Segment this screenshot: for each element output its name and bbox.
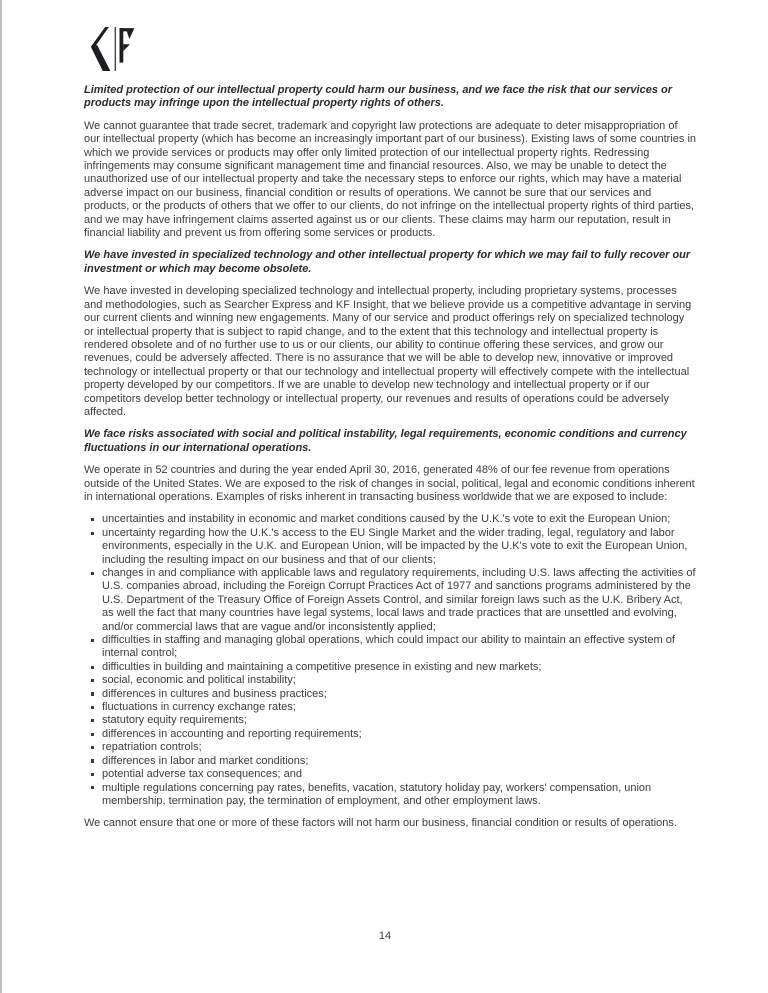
list-item-accounting-requirements: differences in accounting and reporting requirements; (84, 728, 696, 741)
list-item-competitive-presence: difficulties in building and maintaining a competitive presence in existing and new markets; (84, 661, 696, 674)
list-item-adverse-tax: potential adverse tax consequences; and (84, 768, 696, 781)
paragraph-specialized-technology: We have invested in developing specialized technology and intellectual property, including proprietary systems, processes and methodologies, such as Searcher Express and KF Insight, that we believe provide us a competitive advantage in serving our current clients and winning new engagements. Many of our service and product offerings rely on specialized technology or intellectual property that is subject to rapid change, and to the extent that this technology and intellectual property is rendered obsolete and of no further use to us or our clients, our ability to continue offering these services, and grow our revenues, could be adversely affected. There is no assurance that we will be able to develop new, innovative or improved technology or intellectual property or that our technology and intellectual property will effectively compete with the intellectual property developed by our competitors. If we are unable to develop new technology and intellectual property or if our competitors develop better technology or intellectual property, our revenues and results of operations could be adversely affected. (84, 285, 692, 418)
list-item-repatriation-controls: repatriation controls; (84, 741, 696, 754)
list-item-laws-compliance: changes in and compliance with applicable laws and regulatory requirements, including U.S. laws affecting the activities of U.S. companies abroad, including the Foreign Corrupt Practices Act of 1977 and sanctions programs administered by the U.S. Department of the Treasury Office of Foreign Assets Control, and similar foreign laws such as the U.K. Bribery Act, as well the fact that many countries have legal systems, local laws and trade practices that are unsettled and evolving, and/or commercial laws that are vague and/or inconsistently applied; (84, 567, 696, 634)
list-item-staffing-global-operations: difficulties in staffing and managing global operations, which could impact our ability to maintain an effective system of internal control; (84, 634, 696, 661)
paragraph-closing: We cannot ensure that one or more of these factors will not harm our business, financial condition or results of operations. (84, 817, 677, 830)
list-item-culture-differences: differences in cultures and business practices; (84, 688, 696, 701)
risk-factors-list (84, 513, 696, 808)
list-item-statutory-equity: statutory equity requirements; (84, 714, 696, 727)
korn-ferry-logo (90, 27, 135, 71)
paragraph-international-operations: We operate in 52 countries and during the year ended April 30, 2016, generated 48% of our fee revenue from operations outside of the United States. We are exposed to the risk of changes in social, political, legal and economic conditions inherent in international operations. Examples of risks inherent in transacting business worldwide that we are exposed to include: (84, 464, 695, 503)
list-item-uk-exit-uncertainty: uncertainties and instability in economic and market conditions caused by the U.K.'s vote to exit the European Union; (84, 513, 696, 526)
risk-heading-specialized-technology: We have invested in specialized technology and other intellectual property for which we may fail to fully recover our investment or which may become obsolete. (84, 249, 691, 275)
page-content (84, 84, 696, 840)
kf-monogram-icon (90, 27, 135, 71)
paragraph-ip-protection: We cannot guarantee that trade secret, trademark and copyright law protections are adequate to deter misappropriation of our intellectual property (which has become an increasingly important part of our business). Existing laws of some countries in which we provide services or products may offer only limited protection of our intellectual property rights. Redressing infringements may consume significant management time and financial resources. Also, we may be unable to detect the unauthorized use of our intellectual property and take the necessary steps to enforce our rights, which may have a material adverse impact on our business, financial condition or results of operations. We cannot be sure that our services and products, or the products of others that we offer to our clients, do not infringe on the intellectual property rights of third parties, and we may have infringement claims asserted against us or our clients. These claims may harm our reputation, result in financial liability and prevent us from offering some services or products. (84, 119, 697, 240)
risk-heading-ip-protection: Limited protection of our intellectual property could harm our business, and we face the risk that our services or products may infringe upon the intellectual property rights of others. (84, 84, 673, 110)
list-item-currency-fluctuations: fluctuations in currency exchange rates; (84, 701, 696, 714)
page-number: 14 (378, 930, 392, 942)
list-item-eu-single-market: uncertainty regarding how the U.K.'s access to the EU Single Market and the wider trading, legal, regulatory and labor environments, especially in the U.K. and European Union, will be impacted by the U.K's vote to exit the European Union, including the resulting impact on our business and that of our clients; (84, 527, 696, 567)
list-item-labor-market-conditions: differences in labor and market conditions; (84, 755, 696, 768)
risk-heading-international-operations: We face risks associated with social and political instability, legal requirements, economic conditions and currency fluctuations in our international operations. (84, 428, 687, 454)
list-item-social-instability: social, economic and political instability; (84, 674, 696, 687)
list-item-employment-regulations: multiple regulations concerning pay rates, benefits, vacation, statutory holiday pay, workers' compensation, union membership, termination pay, the termination of employment, and other employment laws. (84, 782, 696, 809)
